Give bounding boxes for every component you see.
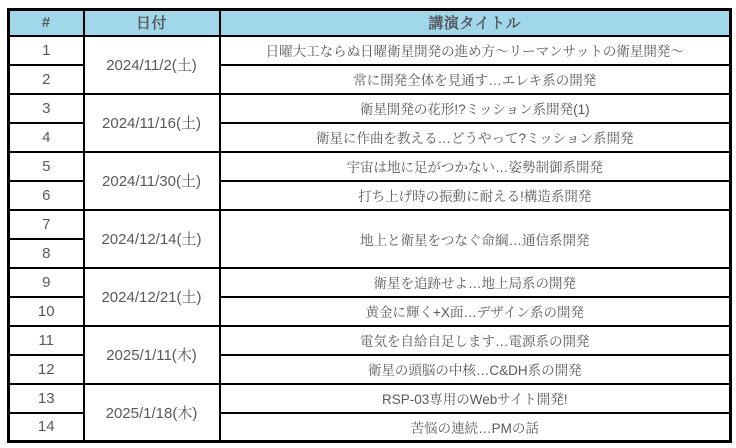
table-row xyxy=(9,36,731,65)
date-cell: 2025/1/11(木) xyxy=(84,326,220,384)
title-cell: 地上と衛星をつなぐ命綱…通信系開発 xyxy=(220,210,731,268)
date-cell: 2025/1/18(木) xyxy=(84,384,220,442)
title-cell: 日曜大工ならぬ日曜衛星開発の進め方〜リーマンサットの衛星開発〜 xyxy=(220,36,731,65)
header-row xyxy=(9,10,731,36)
title-cell: 衛星を追跡せよ…地上局系の開発 xyxy=(220,268,731,297)
row-number-cell: 9 xyxy=(9,268,84,297)
title-cell: 電気を自給自足します…電源系の開発 xyxy=(220,326,731,355)
title-cell: 宇宙は地に足がつかない…姿勢制御系開発 xyxy=(220,152,731,181)
row-number-cell: 8 xyxy=(9,239,84,268)
row-number-cell: 3 xyxy=(9,94,84,123)
title-cell: 黄金に輝く+X面…デザイン系の開発 xyxy=(220,297,731,326)
date-cell: 2024/12/14(土) xyxy=(84,210,220,268)
header-cell-number: # xyxy=(9,10,84,36)
title-cell: RSP-03専用のWebサイト開発! xyxy=(220,384,731,413)
title-cell: 衛星開発の花形!?ミッション系開発(1) xyxy=(220,94,731,123)
row-number-cell: 5 xyxy=(9,152,84,181)
row-number-cell: 11 xyxy=(9,326,84,355)
row-number-cell: 14 xyxy=(9,413,84,442)
table-row xyxy=(9,326,731,355)
table-row xyxy=(9,210,731,239)
row-number-cell: 13 xyxy=(9,384,84,413)
table-row xyxy=(9,94,731,123)
table-row xyxy=(9,384,731,413)
title-cell: 衛星の頭脳の中核…C&DH系の開発 xyxy=(220,355,731,384)
schedule-table-body xyxy=(9,36,731,442)
schedule-table-header xyxy=(9,10,731,36)
row-number-cell: 6 xyxy=(9,181,84,210)
row-number-cell: 7 xyxy=(9,210,84,239)
title-cell: 打ち上げ時の振動に耐える!構造系開発 xyxy=(220,181,731,210)
title-cell: 衛星に作曲を教える…どうやって?ミッション系開発 xyxy=(220,123,731,152)
row-number-cell: 4 xyxy=(9,123,84,152)
header-cell-title: 講演タイトル xyxy=(220,10,731,36)
row-number-cell: 1 xyxy=(9,36,84,65)
title-cell: 苦悩の連続…PMの話 xyxy=(220,413,731,442)
date-cell: 2024/11/30(土) xyxy=(84,152,220,210)
date-cell: 2024/12/21(土) xyxy=(84,268,220,326)
schedule-table xyxy=(7,8,732,443)
date-cell: 2024/11/2(土) xyxy=(84,36,220,94)
table-row xyxy=(9,152,731,181)
header-cell-date: 日付 xyxy=(84,10,220,36)
row-number-cell: 12 xyxy=(9,355,84,384)
table-row xyxy=(9,268,731,297)
date-cell: 2024/11/16(土) xyxy=(84,94,220,152)
row-number-cell: 10 xyxy=(9,297,84,326)
title-cell: 常に開発全体を見通す…エレキ系の開発 xyxy=(220,65,731,94)
row-number-cell: 2 xyxy=(9,65,84,94)
